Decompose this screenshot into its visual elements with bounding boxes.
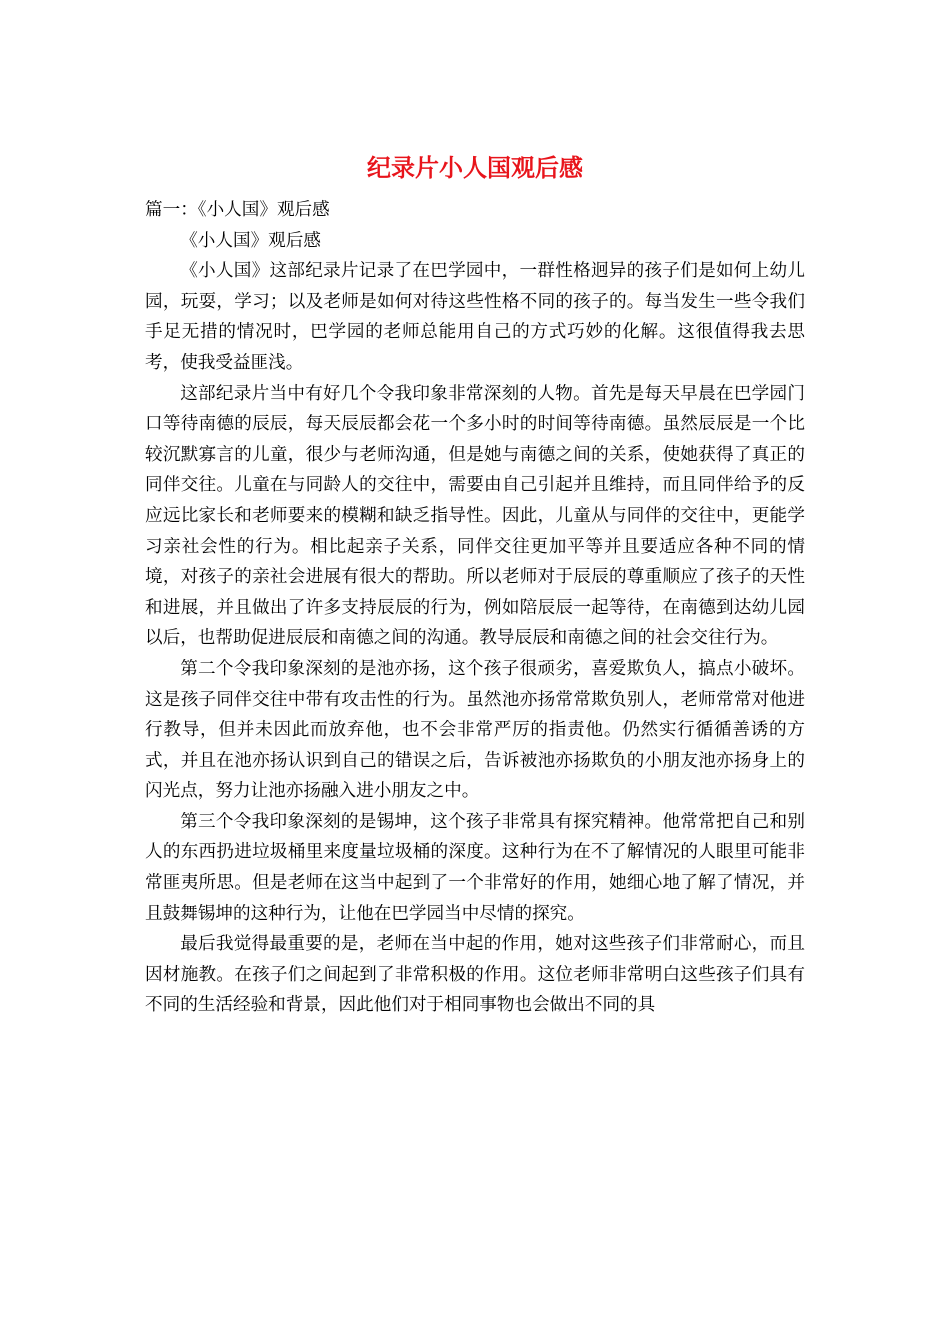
paragraph-3: 第二个令我印象深刻的是池亦扬，这个孩子很顽劣，喜爱欺负人，搞点小破坏。这是孩子同伴交往中带有攻击性的行为。虽然池亦扬常常欺负别人，老师常常对他进行教导，但并未因此而放弃他，也不会非常严厉的指责他。仍然实行循循善诱的方式，并且在池亦扬认识到自己的错误之后，告诉被池亦扬欺负的小朋友池亦扬身上的闪光点，努力让池亦扬融入进小朋友之中。 <box>145 658 805 802</box>
document-title: 纪录片小人国观后感 <box>367 153 583 182</box>
paragraph-1: 《小人国》这部纪录片记录了在巴学园中，一群性格迥异的孩子们是如何上幼儿园，玩耍，学习；以及老师是如何对待这些性格不同的孩子的。每当发生一些令我们手足无措的情况时，巴学园的老师总能用自己的方式巧妙的化解。这很值得我去思考，使我受益匪浅。 <box>145 261 805 373</box>
document-body <box>145 195 805 1021</box>
paragraph-2: 这部纪录片当中有好几个令我印象非常深刻的人物。首先是每天早晨在巴学园门口等待南德的辰辰，每天辰辰都会花一个多小时的时间等待南德。虽然辰辰是一个比较沉默寡言的儿童，很少与老师沟通，但是她与南德之间的关系，使她获得了真正的同伴交往。儿童在与同龄人的交往中，需要由自己引起并且维持，而且同伴给予的反应远比家长和老师要来的模糊和缺乏指导性。因此，儿童从与同伴的交往中，更能学习亲社会性的行为。相比起亲子关系，同伴交往更加平等并且要适应各种不同的情境，对孩子的亲社会进展有很大的帮助。所以老师对于辰辰的尊重顺应了孩子的天性和进展，并且做出了许多支持辰辰的行为，例如陪辰辰一起等待，在南德到达幼儿园以后，也帮助促进辰辰和南德之间的沟通。教导辰辰和南德之间的社会交往行为。 <box>145 383 805 649</box>
sub-heading: 《小人国》观后感 <box>180 230 321 251</box>
paragraph-5: 最后我觉得最重要的是，老师在当中起的作用，她对这些孩子们非常耐心，而且因材施教。在孩子们之间起到了非常积极的作用。这位老师非常明白这些孩子们具有不同的生活经验和背景，因此他们对于相同事物也会做出不同的具 <box>145 934 805 1016</box>
section-heading: 篇一：《小人国》观后感 <box>145 200 330 220</box>
paragraph-4: 第三个令我印象深刻的是锡坤，这个孩子非常具有探究精神。他常常把自己和别人的东西扔进垃圾桶里来度量垃圾桶的深度。这种行为在不了解情况的人眼里可能非常匪夷所思。但是老师在这当中起到了一个非常好的作用，她细心地了解了情况，并且鼓舞锡坤的这种行为，让他在巴学园当中尽情的探究。 <box>145 811 805 924</box>
